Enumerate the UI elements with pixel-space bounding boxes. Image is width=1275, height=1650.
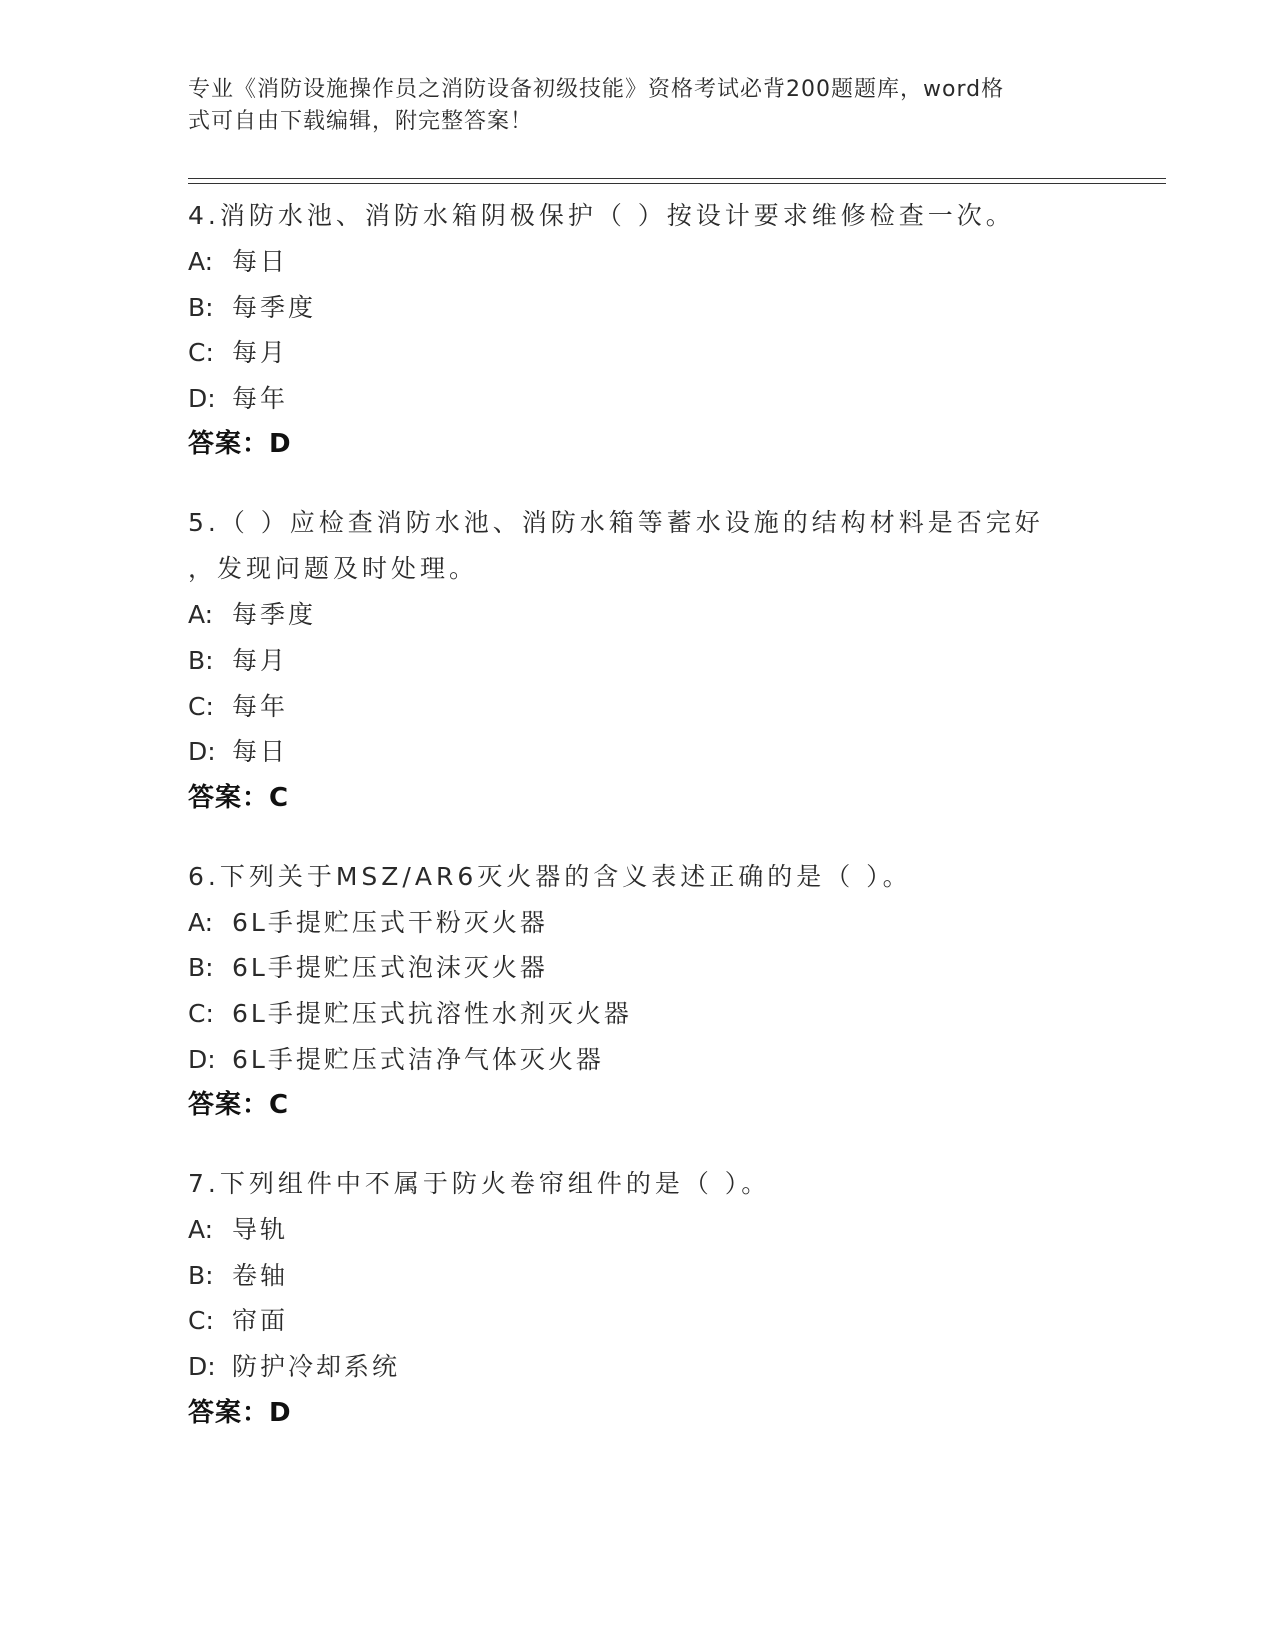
option-text: 帘面 — [232, 1306, 289, 1336]
option-text: 每日 — [232, 737, 289, 767]
option-letter: D: — [188, 1351, 216, 1381]
question-4 — [188, 193, 1148, 467]
question-stem-continued: ，发现问题及时处理。 — [188, 554, 479, 584]
option-letter: B: — [188, 1260, 214, 1290]
option-letter: D: — [188, 1044, 216, 1074]
answer: 答案：D — [188, 1397, 292, 1428]
option-a — [188, 900, 1148, 946]
option-d — [188, 1037, 1148, 1083]
option-text: 每年 — [232, 383, 289, 413]
option-text: 每年 — [232, 691, 289, 721]
option-text: 6L手提贮压式抗溶性水剂灭火器 — [232, 998, 632, 1028]
option-text: 每季度 — [232, 600, 317, 630]
option-text: 防护冷却系统 — [232, 1351, 401, 1381]
question-stem: 4.消防水池、消防水箱阴极保护（ ）按设计要求维修检查一次。 — [188, 201, 1015, 230]
option-text: 每月 — [232, 645, 289, 675]
question-6 — [188, 854, 1148, 1128]
option-letter: A: — [188, 1215, 214, 1245]
option-c — [188, 684, 1148, 730]
option-letter: B: — [188, 292, 214, 322]
header-line-1: 专业《消防设施操作员之消防设备初级技能》资格考试必背200题题库，word格 — [188, 77, 1005, 102]
question-stem: 5.（ ）应检查消防水池、消防水箱等蓄水设施的结构材料是否完好 — [188, 508, 1044, 538]
option-letter: B: — [188, 953, 214, 983]
option-d — [188, 376, 1148, 422]
option-d — [188, 729, 1148, 775]
option-letter: B: — [188, 645, 214, 675]
answer: 答案：C — [188, 782, 290, 813]
option-text: 每日 — [232, 247, 289, 276]
option-letter: A: — [188, 600, 214, 630]
option-b — [188, 638, 1148, 684]
option-text: 导轨 — [232, 1215, 289, 1245]
option-a — [188, 239, 1148, 285]
option-text: 6L手提贮压式泡沫灭火器 — [232, 953, 548, 983]
option-text: 6L手提贮压式洁净气体灭火器 — [232, 1044, 604, 1074]
answer: 答案：C — [188, 1090, 290, 1121]
option-text: 每季度 — [232, 292, 317, 322]
option-b — [188, 1253, 1148, 1299]
option-letter: C: — [188, 998, 214, 1028]
option-text: 每月 — [232, 338, 289, 368]
header-divider-top — [188, 178, 1166, 179]
option-b — [188, 285, 1148, 331]
option-d — [188, 1344, 1148, 1390]
option-a — [188, 592, 1148, 638]
option-letter: C: — [188, 1306, 214, 1336]
question-5 — [188, 500, 1148, 820]
question-stem: 7.下列组件中不属于防火卷帘组件的是（ ）。 — [188, 1169, 771, 1199]
option-letter: D: — [188, 383, 216, 413]
option-letter: D: — [188, 737, 216, 767]
document-header — [188, 74, 1088, 138]
option-letter: C: — [188, 338, 214, 368]
option-text: 卷轴 — [232, 1260, 289, 1290]
answer: 答案：D — [188, 429, 292, 460]
question-list — [188, 193, 1148, 1469]
header-divider-bottom — [188, 183, 1166, 184]
option-b — [188, 945, 1148, 991]
option-letter: C: — [188, 691, 214, 721]
option-c — [188, 991, 1148, 1037]
option-c — [188, 1298, 1148, 1344]
question-stem: 6.下列关于MSZ/AR6灭火器的含义表述正确的是（ ）。 — [188, 861, 912, 891]
option-letter: A: — [188, 247, 214, 276]
option-text: 6L手提贮压式干粉灭火器 — [232, 907, 548, 937]
option-c — [188, 330, 1148, 376]
question-7 — [188, 1161, 1148, 1435]
option-letter: A: — [188, 907, 214, 937]
option-a — [188, 1207, 1148, 1253]
header-line-2: 式可自由下载编辑，附完整答案！ — [188, 109, 534, 134]
